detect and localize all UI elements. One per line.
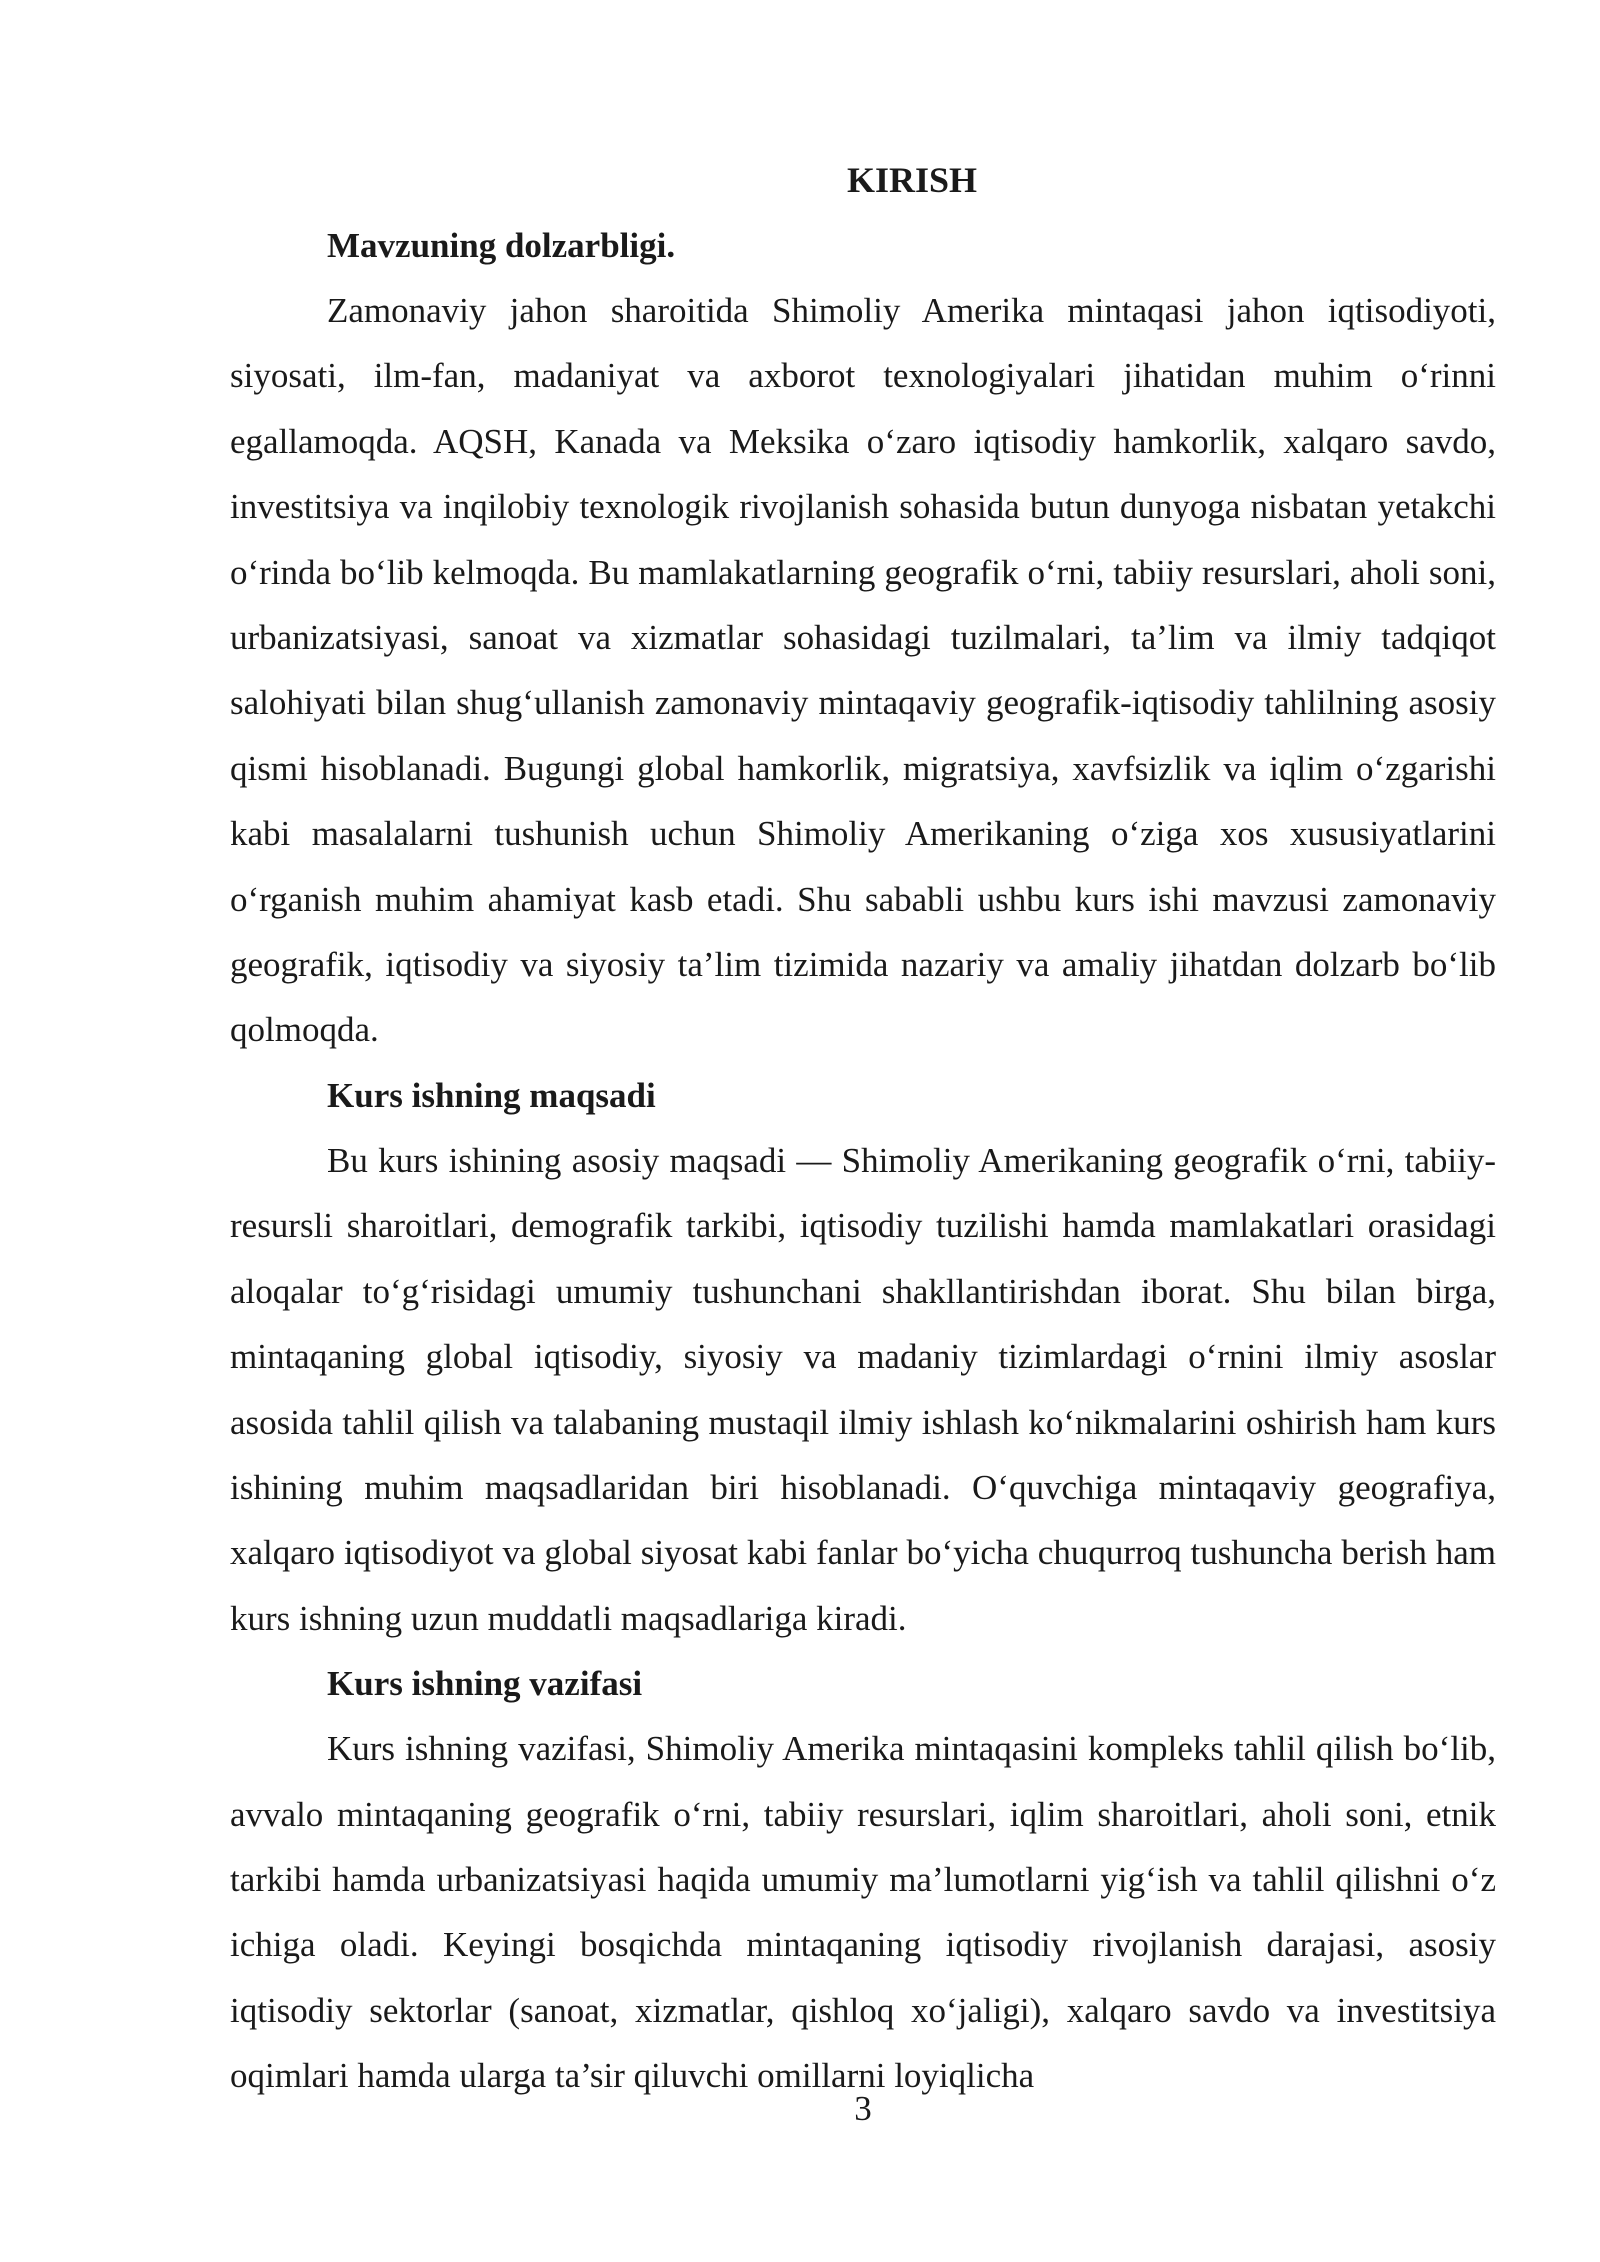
section-paragraph-goal: Bu kurs ishining asosiy maqsadi — Shimoliy Amerikaning geografik o‘rni, tabiiy-resursli sharoitlari, demografik tarkibi, iqtisodiy tuzilishi hamda mamlakatlari orasidagi aloqalar to‘g‘risidagi umumiy tushunchani shakllantirishdan iborat. Shu bilan birga, mintaqaning global iqtisodiy, siyosiy va madaniy tizimlardagi o‘rnini ilmiy asoslar asosida tahlil qilish va talabaning mustaqil ilmiy ishlash ko‘nikmalarini oshirish ham kurs ishining muhim maqsadlaridan biri hisoblanadi. O‘quvchiga mintaqaviy geografiya, xalqaro iqtisodiyot va global siyosat kabi fanlar bo‘yicha chuqurroq tushuncha berish ham kurs ishning uzun muddatli maqsadlariga kiradi.	[230, 1140, 1496, 1638]
document-title: KIRISH	[846, 160, 978, 200]
section-heading-tasks: Kurs ishning vazifasi	[327, 1664, 643, 1704]
section-paragraph-tasks: Kurs ishning vazifasi, Shimoliy Amerika mintaqasini kompleks tahlil qilish bo‘lib, avvalo mintaqaning geografik o‘rni, tabiiy resurslari, iqlim sharoitlari, aholi soni, etnik tarkibi hamda urbanizatsiyasi haqida umumiy ma’lumotlarni yig‘ish va tahlil qilishni o‘z ichiga oladi. Keyingi bosqichda mintaqaning iqtisodiy rivojlanish darajasi, asosiy iqtisodiy sektorlar (sanoat, xizmatlar, qishloq xo‘jaligi), xalqaro savdo va investitsiya oqimlari hamda ularga ta’sir qiluvchi omillarni loyiqlicha	[230, 1729, 1496, 2096]
section-paragraph-relevance: Zamonaviy jahon sharoitida Shimoliy Amerika mintaqasi jahon iqtisodiyoti, siyosati, ilm-fan, madaniyat va axborot texnologiyalari jihatidan muhim o‘rinni egallamoqda. AQSH, Kanada va Meksika o‘zaro iqtisodiy hamkorlik, xalqaro savdo, investitsiya va inqilobiy texnologik rivojlanish sohasida butun dunyoga nisbatan yetakchi o‘rinda bo‘lib kelmoqda. Bu mamlakatlarning geografik o‘rni, tabiiy resurslari, aholi soni, urbanizatsiyasi, sanoat va xizmatlar sohasidagi tuzilmalari, ta’lim va ilmiy tadqiqot salohiyati bilan shug‘ullanish zamonaviy mintaqaviy geografik-iqtisodiy tahlilning asosiy qismi hisoblanadi. Bugungi global hamkorlik, migratsiya, xavfsizlik va iqlim o‘zgarishi kabi masalalarni tushunish uchun Shimoliy Amerikaning o‘ziga xos xususiyatlarini o‘rganish muhim ahamiyat kasb etadi. Shu sababli ushbu kurs ishi mavzusi zamonaviy geografik, iqtisodiy va siyosiy ta’lim tizimida nazariy va amaliy jihatdan dolzarb bo‘lib qolmoqda.	[230, 291, 1496, 1050]
page-content	[230, 148, 1496, 2109]
section-heading-relevance: Mavzuning dolzarbligi.	[327, 226, 676, 265]
section-heading-goal: Kurs ishning maqsadi	[327, 1075, 656, 1115]
page-number: 3	[854, 2089, 872, 2128]
